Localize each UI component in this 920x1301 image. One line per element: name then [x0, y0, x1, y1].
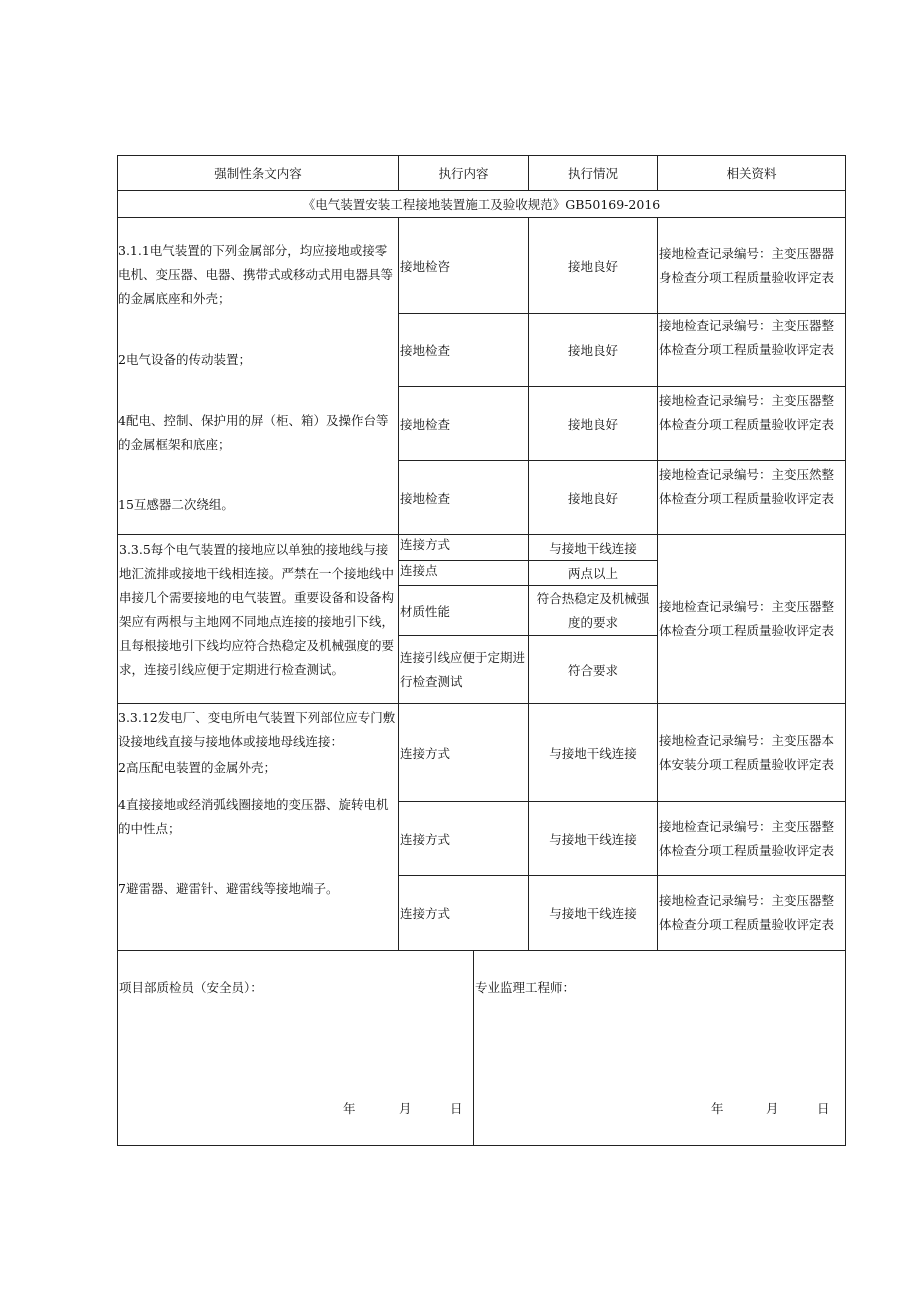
header-reference: 相关资料: [726, 166, 777, 181]
section2-row2-status-text: 两点以上: [567, 566, 618, 581]
header-status: 执行情况: [567, 166, 618, 181]
section3-row3-exec-text: 连接方式: [400, 906, 451, 921]
section1-item4: 15互感器二次绕组。: [118, 497, 234, 512]
section3-row1-exec: [398, 703, 529, 802]
section2-row3-exec: [398, 585, 529, 636]
section3-item3: 4直接接地或经消弧线圈接地的变压器、旋转电机的中性点；: [118, 797, 389, 836]
section2-ref-text: 接地检查记录编号：主变压器整体检查分项工程质量验收评定表: [659, 599, 835, 638]
section3-row1-exec-text: 连接方式: [400, 745, 451, 761]
header-provision-cell: [117, 155, 399, 191]
inspection-record-table: [117, 155, 846, 1146]
section2-row3-status: [528, 585, 658, 636]
section1-row4-ref: [657, 460, 846, 535]
section2-row2-status: [528, 560, 658, 586]
right-day: 日: [817, 1101, 830, 1116]
section2-provision-text: 3.3.5每个电气装置的接地应以单独的接地线与接地汇流排或接地干线相连接。严禁在一个接地线中串接几个需要接地的电气装置。重要设备和设备构架应有两根与主地网不同地点连接的接地引下线，且每根接地引下线均应符合热稳定及机械强度的要求，连接引线应便于定期进行检查测试。: [119, 542, 395, 677]
section3-row3-ref: [657, 875, 846, 951]
section2-row4-status-text: 符合要求: [567, 662, 618, 678]
section1-row1-ref-text: 接地检查记录编号：主变压器器身检查分项工程质量验收评定表: [659, 245, 835, 285]
left-month: 月: [399, 1101, 412, 1116]
section3-row2-exec: [398, 801, 529, 876]
section3-row1-ref: [657, 703, 846, 802]
section1-row2-ref: [657, 313, 846, 387]
section3-row1-status: [528, 703, 658, 802]
standard-title-cell: [117, 190, 846, 218]
section2-row4-exec: [398, 635, 529, 704]
section2-row1-exec-text: 连接方式: [400, 537, 451, 552]
section2-row4-exec-text: 连接引线应便于定期进行检查测试: [400, 649, 526, 689]
section1-row4-status-text: 接地良好: [567, 490, 618, 506]
quality-inspector-signature-cell: [117, 950, 474, 1146]
section3-row3-ref-text: 接地检查记录编号：主变压器整体检查分项工程质量验收评定表: [659, 893, 835, 932]
section3-row2-ref: [657, 801, 846, 876]
section1-item3: 4配电、控制、保护用的屏（柜、箱）及操作台等的金属框架和底座；: [118, 413, 389, 452]
left-day: 日: [450, 1101, 463, 1116]
section2-ref: [657, 534, 846, 704]
section1-row3-ref-text: 接地检查记录编号：主变压器整体检查分项工程质量验收评定表: [659, 393, 835, 432]
section2-row3-status-text: 符合热稳定及机械强度的要求: [536, 590, 650, 630]
section3-item4: 7避雷器、避雷针、避雷线等接地端子。: [118, 881, 339, 896]
supervisor-signature-cell: [473, 950, 846, 1146]
section1-row3-ref: [657, 386, 846, 461]
section1-row4-exec: [398, 460, 529, 535]
section2-provision-cell: [117, 534, 399, 704]
section3-item1: 3.3.12发电厂、变电所电气装置下列部位应专门敷设接地线直接与接地体或接地母线连接：: [118, 710, 396, 749]
section2-row3-exec-text: 材质性能: [400, 603, 451, 619]
section3-row1-status-text: 与接地干线连接: [549, 745, 637, 761]
section3-row2-status-text: 与接地干线连接: [549, 831, 637, 847]
section1-row4-exec-text: 接地检查: [400, 490, 451, 506]
header-provision: 强制性条文内容: [214, 166, 302, 181]
section1-row2-exec: [398, 313, 529, 387]
section3-row2-status: [528, 801, 658, 876]
section1-item2: 2电气设备的传动装置；: [118, 352, 251, 367]
section1-row2-status: [528, 313, 658, 387]
section2-row4-status: [528, 635, 658, 704]
quality-inspector-label: 项目部质检员（安全员）：: [119, 980, 263, 995]
section1-row1-status-text: 接地良好: [567, 258, 618, 274]
header-execution-cell: [398, 155, 529, 191]
section1-row3-exec-text: 接地检查: [400, 416, 451, 432]
section1-row3-status: [528, 386, 658, 461]
section2-row1-exec: [398, 534, 529, 561]
right-month: 月: [766, 1101, 779, 1116]
section2-row1-status: [528, 534, 658, 561]
section3-row3-exec: [398, 875, 529, 951]
section3-row3-status-text: 与接地干线连接: [549, 906, 637, 921]
section3-row3-status: [528, 875, 658, 951]
left-year: 年: [343, 1101, 356, 1116]
section2-row2-exec-text: 连接点: [400, 563, 438, 578]
section1-row1-exec-text: 接地检咨: [400, 258, 451, 274]
section1-row4-ref-text: 接地检查记录编号：主变压然整体检查分项工程质量验收评定表: [659, 467, 835, 506]
section1-row1-ref: [657, 217, 846, 314]
section3-row1-ref-text: 接地检查记录编号：主变压器本体安装分项工程质量验收评定表: [659, 732, 835, 772]
section1-row1-exec: [398, 217, 529, 314]
section1-row2-ref-text: 接地检查记录编号：主变压器整体检查分项工程质量验收评定表: [659, 318, 835, 357]
section1-row4-status: [528, 460, 658, 535]
supervisor-label: 专业监理工程师：: [475, 980, 576, 995]
section2-row1-status-text: 与接地干线连接: [549, 540, 637, 556]
section1-row1-status: [528, 217, 658, 314]
right-year: 年: [711, 1101, 724, 1116]
section1-row3-status-text: 接地良好: [567, 416, 618, 432]
header-execution: 执行内容: [438, 166, 489, 181]
header-status-cell: [528, 155, 658, 191]
section3-row2-ref-text: 接地检查记录编号：主变压器整体检查分项工程质量验收评定表: [659, 818, 835, 858]
section2-row2-exec: [398, 560, 529, 586]
standard-title: 《电气装置安装工程接地装置施工及验收规范》GB50169-2016: [302, 197, 661, 212]
header-reference-cell: [657, 155, 846, 191]
section3-item2: 2高压配电装置的金属外壳；: [118, 760, 276, 775]
section1-row3-exec: [398, 386, 529, 461]
section3-row2-exec-text: 连接方式: [400, 831, 451, 847]
section1-item1: 3.1.1电气装置的下列金属部分，均应接地或接零电机、变压器、电器、携带式或移动式用电器具等的金属底座和外壳；: [118, 243, 394, 306]
section1-row2-exec-text: 接地检查: [400, 343, 451, 358]
section1-row2-status-text: 接地良好: [567, 343, 618, 358]
